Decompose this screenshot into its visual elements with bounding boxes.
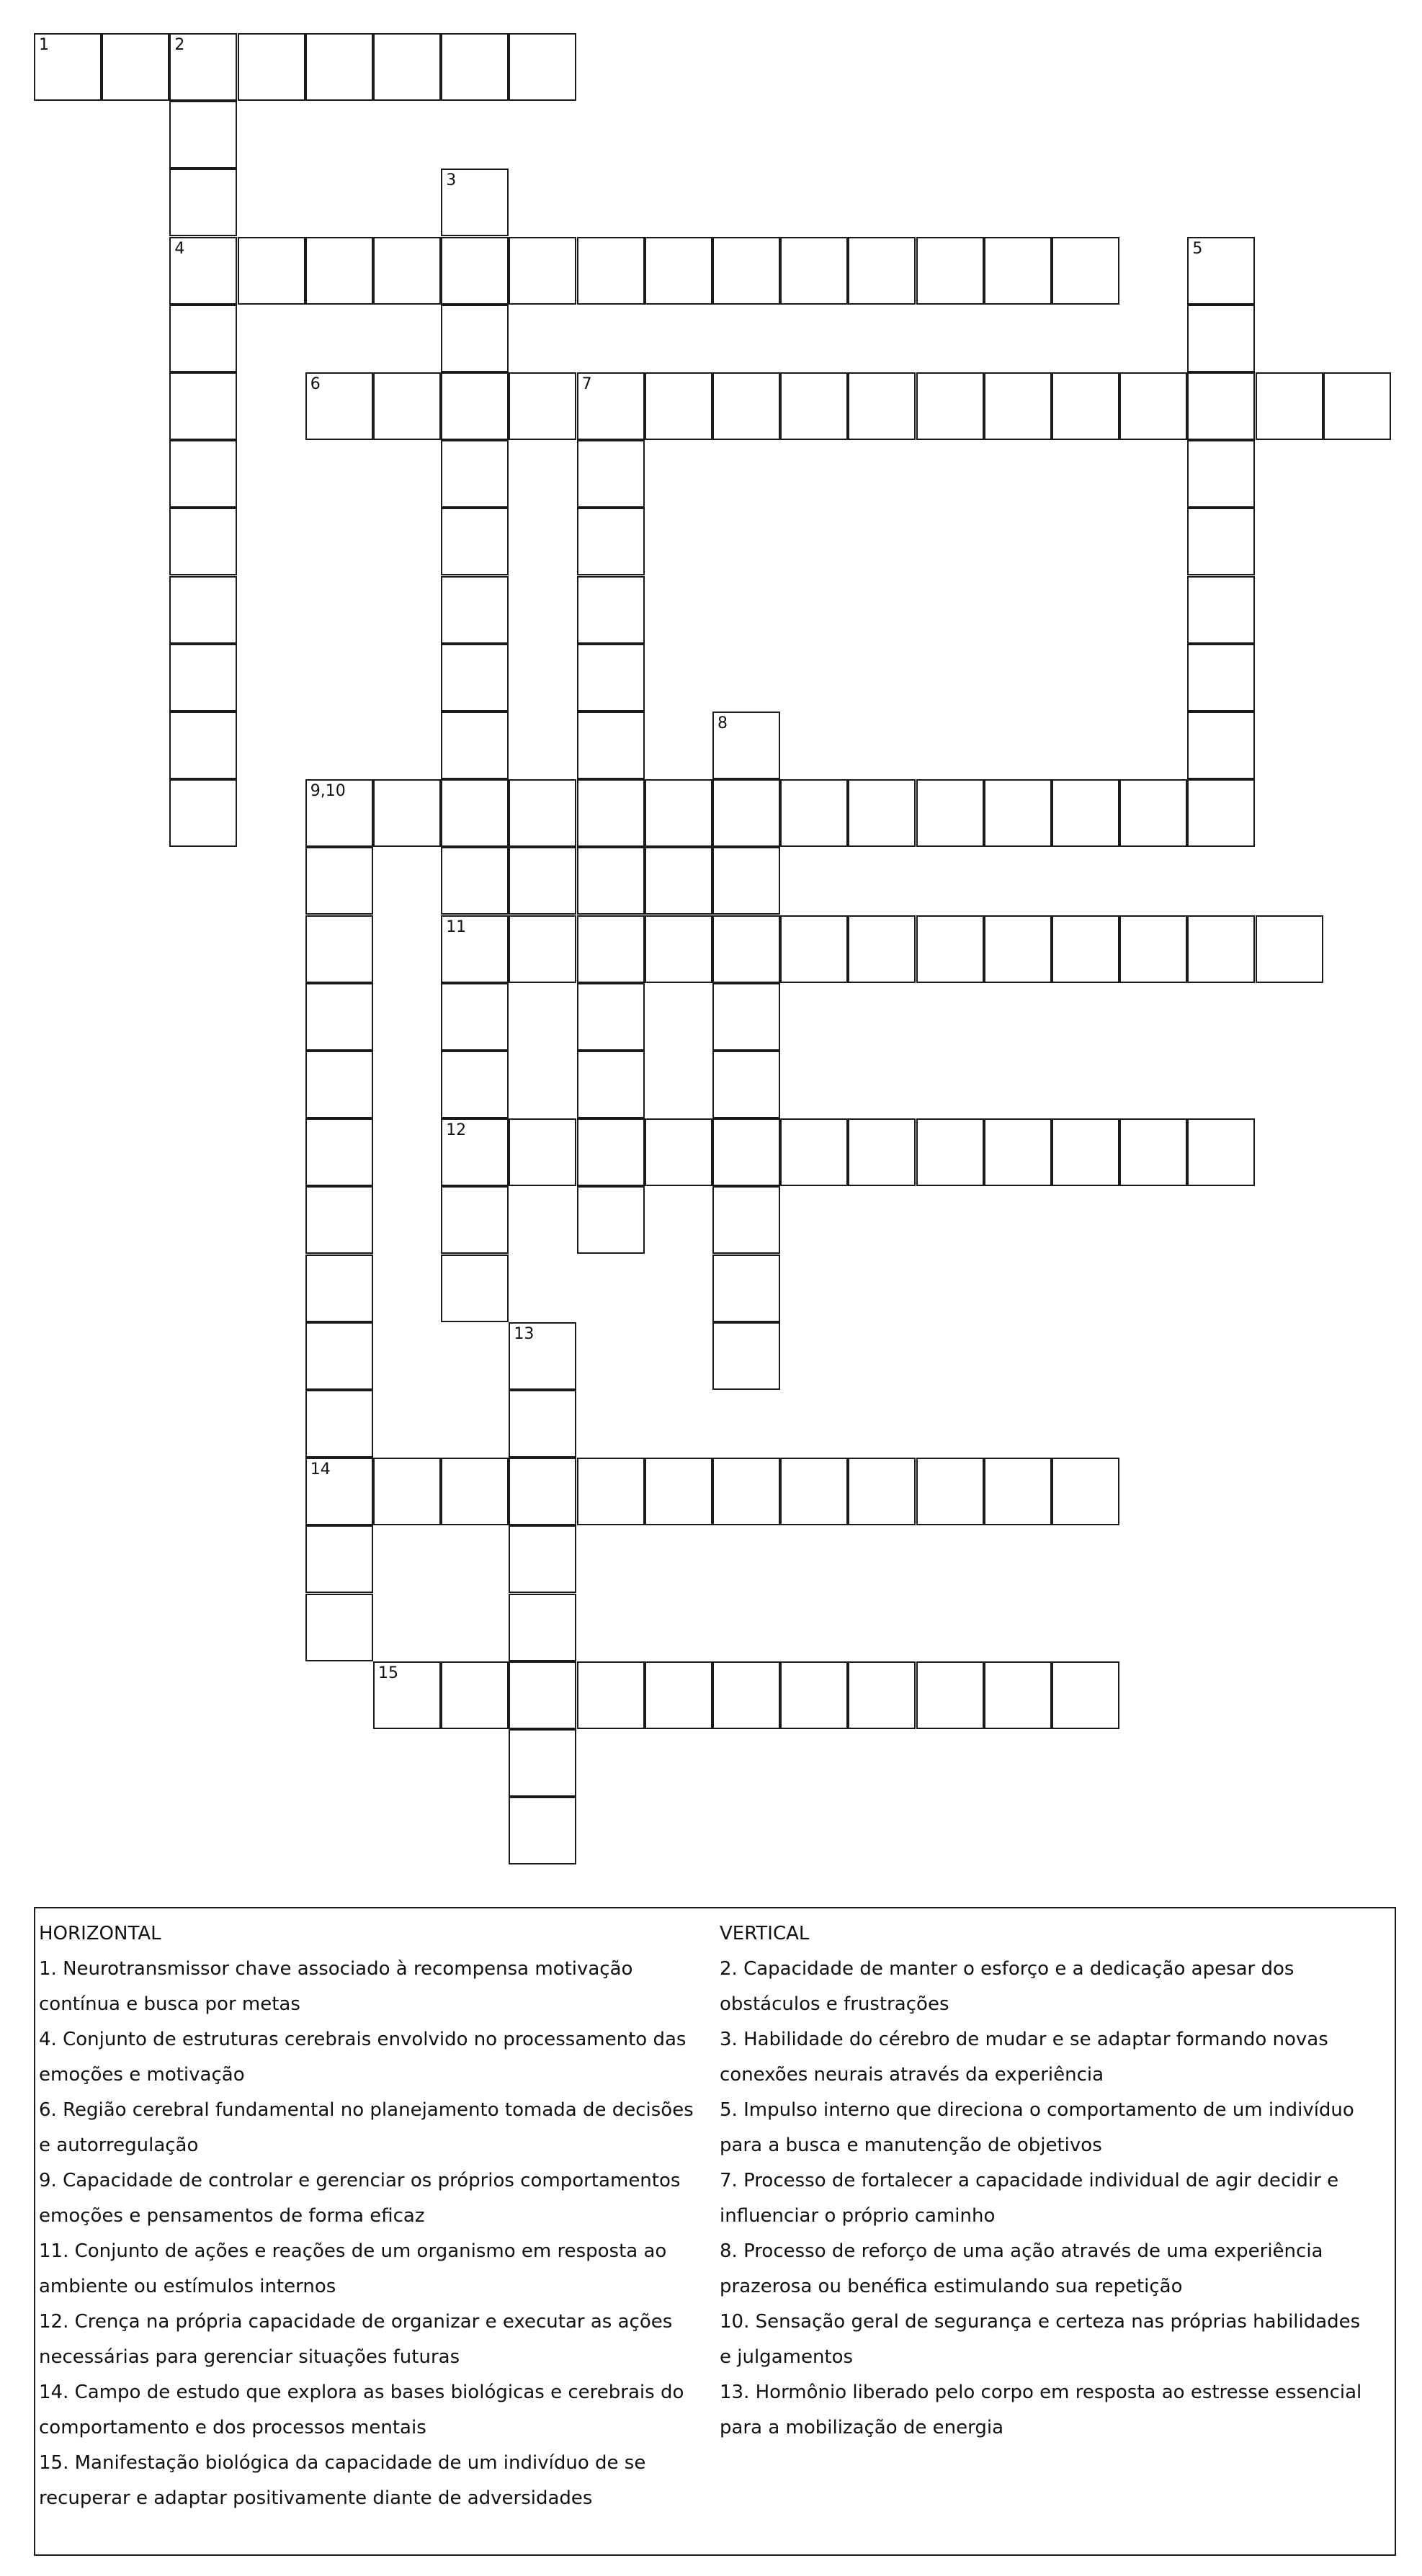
grid-cell[interactable] <box>1187 712 1255 779</box>
clues-panel <box>34 1907 1396 2556</box>
grid-cell[interactable] <box>373 372 441 440</box>
grid-cell[interactable] <box>238 33 305 101</box>
grid-cell[interactable] <box>712 1661 780 1729</box>
grid-cell[interactable] <box>848 779 916 847</box>
grid-cell[interactable] <box>984 1661 1052 1729</box>
horizontal-clue-line: emoções e pensamentos de forma eficaz <box>39 2205 425 2227</box>
clue-number: 3 <box>446 171 457 190</box>
horizontal-clue-line: 14. Campo de estudo que explora as bases biológicas e cerebrais do <box>39 2382 684 2403</box>
grid-cell[interactable] <box>712 237 780 305</box>
grid-cell[interactable] <box>712 712 780 779</box>
grid-cell[interactable] <box>238 237 305 305</box>
grid-cell[interactable] <box>577 644 645 712</box>
vertical-clue-line: para a busca e manutenção de objetivos <box>720 2135 1102 2156</box>
grid-cell[interactable] <box>916 1118 984 1186</box>
vertical-clues-column <box>720 1916 1390 2446</box>
grid-cell[interactable] <box>1119 1118 1187 1186</box>
grid-cell[interactable] <box>1052 1118 1119 1186</box>
grid-cell[interactable] <box>305 237 373 305</box>
grid-cell[interactable] <box>305 1118 373 1186</box>
grid-cell[interactable] <box>169 33 237 101</box>
horizontal-clue-line: 15. Manifestação biológica da capacidade de um indivíduo de se <box>39 2452 646 2474</box>
grid-cell[interactable] <box>373 779 441 847</box>
grid-cell[interactable] <box>645 915 712 983</box>
grid-cell[interactable] <box>645 779 712 847</box>
grid-cell[interactable] <box>441 237 509 305</box>
grid-cell[interactable] <box>1187 372 1255 440</box>
grid-cell[interactable] <box>441 779 509 847</box>
grid-cell[interactable] <box>712 1322 780 1390</box>
grid-cell[interactable] <box>984 1118 1052 1186</box>
grid-cell[interactable] <box>441 847 509 915</box>
grid-cell[interactable] <box>1187 305 1255 372</box>
grid-cell[interactable] <box>712 1458 780 1525</box>
grid-cell[interactable] <box>577 1661 645 1729</box>
grid-cell[interactable] <box>916 779 984 847</box>
clue-number: 7 <box>581 375 592 393</box>
clue-number: 13 <box>514 1324 535 1343</box>
grid-cell[interactable] <box>712 372 780 440</box>
grid-cell[interactable] <box>509 915 576 983</box>
grid-cell[interactable] <box>441 440 509 508</box>
horizontal-clue-line: 12. Crença na própria capacidade de organizar e executar as ações <box>39 2311 673 2333</box>
clue-number: 2 <box>174 36 185 54</box>
grid-cell[interactable] <box>441 712 509 779</box>
grid-cell[interactable] <box>577 712 645 779</box>
horizontal-clues-column <box>39 1916 716 2516</box>
grid-cell[interactable] <box>441 372 509 440</box>
grid-cell[interactable] <box>509 1390 576 1458</box>
vertical-clue-line: 2. Capacidade de manter o esforço e a dedicação apesar dos <box>720 1958 1294 1980</box>
grid-cell[interactable] <box>645 1458 712 1525</box>
vertical-clues-title: VERTICAL <box>720 1923 810 1944</box>
grid-cell[interactable] <box>305 983 373 1051</box>
grid-cell[interactable] <box>577 508 645 575</box>
grid-cell[interactable] <box>1187 440 1255 508</box>
grid-cell[interactable] <box>645 372 712 440</box>
grid-cell[interactable] <box>577 915 645 983</box>
grid-cell[interactable] <box>441 1051 509 1118</box>
vertical-clue-line: influenciar o próprio caminho <box>720 2205 996 2227</box>
grid-cell[interactable] <box>441 1255 509 1322</box>
grid-cell[interactable] <box>577 847 645 915</box>
grid-cell[interactable] <box>305 1525 373 1593</box>
vertical-clue-line: para a mobilização de energia <box>720 2417 1004 2438</box>
horizontal-clues-title: HORIZONTAL <box>39 1923 161 1944</box>
grid-cell[interactable] <box>984 779 1052 847</box>
vertical-clue-line: e julgamentos <box>720 2346 854 2368</box>
grid-cell[interactable] <box>305 33 373 101</box>
grid-cell[interactable] <box>305 372 373 440</box>
clue-number: 6 <box>310 375 321 393</box>
vertical-clue-line: conexões neurais através da experiência <box>720 2064 1104 2086</box>
grid-cell[interactable] <box>441 169 509 236</box>
grid-cell[interactable] <box>645 1118 712 1186</box>
grid-cell[interactable] <box>169 576 237 644</box>
grid-cell[interactable] <box>373 1458 441 1525</box>
grid-cell[interactable] <box>102 33 169 101</box>
grid-cell[interactable] <box>577 576 645 644</box>
grid-cell[interactable] <box>305 1186 373 1254</box>
grid-cell[interactable] <box>780 779 848 847</box>
grid-cell[interactable] <box>509 779 576 847</box>
grid-cell[interactable] <box>373 1661 441 1729</box>
grid-cell[interactable] <box>780 1458 848 1525</box>
grid-cell[interactable] <box>441 33 509 101</box>
grid-cell[interactable] <box>1052 1661 1119 1729</box>
grid-cell[interactable] <box>509 1458 576 1525</box>
grid-cell[interactable] <box>169 440 237 508</box>
horizontal-clue-line: recuperar e adaptar positivamente diante de adversidades <box>39 2487 593 2509</box>
grid-cell[interactable] <box>305 1390 373 1458</box>
grid-cell[interactable] <box>848 1118 916 1186</box>
grid-cell[interactable] <box>1323 372 1391 440</box>
grid-cell[interactable] <box>373 33 441 101</box>
grid-cell[interactable] <box>509 1322 576 1390</box>
grid-cell[interactable] <box>712 915 780 983</box>
grid-cell[interactable] <box>848 372 916 440</box>
grid-cell[interactable] <box>509 1661 576 1729</box>
grid-cell[interactable] <box>645 1661 712 1729</box>
clue-number: 9,10 <box>310 782 346 801</box>
grid-cell[interactable] <box>441 508 509 575</box>
grid-cell[interactable] <box>169 237 237 305</box>
grid-cell[interactable] <box>509 847 576 915</box>
grid-cell[interactable] <box>305 1594 373 1661</box>
grid-cell[interactable] <box>780 372 848 440</box>
grid-cell[interactable] <box>712 983 780 1051</box>
grid-cell[interactable] <box>1052 915 1119 983</box>
grid-cell[interactable] <box>305 1255 373 1322</box>
grid-cell[interactable] <box>441 1186 509 1254</box>
grid-cell[interactable] <box>577 237 645 305</box>
grid-cell[interactable] <box>509 1525 576 1593</box>
grid-cell[interactable] <box>848 237 916 305</box>
grid-cell[interactable] <box>509 1797 576 1864</box>
clue-number: 1 <box>39 36 49 54</box>
grid-cell[interactable] <box>916 237 984 305</box>
vertical-clue-line: 7. Processo de fortalecer a capacidade individual de agir decidir e <box>720 2170 1339 2191</box>
vertical-clue-line: 5. Impulso interno que direciona o comportamento de um indivíduo <box>720 2099 1354 2121</box>
grid-cell[interactable] <box>712 1051 780 1118</box>
grid-cell[interactable] <box>441 644 509 712</box>
horizontal-clue-line: 9. Capacidade de controlar e gerenciar os próprios comportamentos <box>39 2170 681 2191</box>
grid-cell[interactable] <box>984 237 1052 305</box>
vertical-clue-line: 8. Processo de reforço de uma ação através de uma experiência <box>720 2240 1323 2262</box>
horizontal-clue-line: emoções e motivação <box>39 2064 245 2086</box>
grid-cell[interactable] <box>848 915 916 983</box>
vertical-clue-line: 3. Habilidade do cérebro de mudar e se adaptar formando novas <box>720 2029 1328 2050</box>
grid-cell[interactable] <box>169 101 237 169</box>
grid-cell[interactable] <box>305 1458 373 1525</box>
clue-number: 5 <box>1192 239 1203 258</box>
grid-cell[interactable] <box>645 237 712 305</box>
horizontal-clue-line: 1. Neurotransmissor chave associado à recompensa motivação <box>39 1958 633 1980</box>
horizontal-clue-line: contínua e busca por metas <box>39 1993 300 2015</box>
grid-cell[interactable] <box>645 847 712 915</box>
grid-cell[interactable] <box>1052 1458 1119 1525</box>
clue-number: 12 <box>446 1121 467 1140</box>
grid-cell[interactable] <box>712 1186 780 1254</box>
grid-cell[interactable] <box>441 1661 509 1729</box>
clue-number: 15 <box>378 1664 398 1682</box>
grid-cell[interactable] <box>1256 372 1323 440</box>
grid-cell[interactable] <box>1187 1118 1255 1186</box>
grid-cell[interactable] <box>1256 915 1323 983</box>
vertical-clue-line: prazerosa ou benéfica estimulando sua repetição <box>720 2276 1183 2297</box>
grid-cell[interactable] <box>577 1458 645 1525</box>
grid-cell[interactable] <box>1052 237 1119 305</box>
grid-cell[interactable] <box>509 237 576 305</box>
grid-cell[interactable] <box>984 1458 1052 1525</box>
grid-cell[interactable] <box>780 237 848 305</box>
horizontal-clue-line: 4. Conjunto de estruturas cerebrais envolvido no processamento das <box>39 2029 687 2050</box>
clue-number: 4 <box>174 239 185 258</box>
grid-cell[interactable] <box>305 915 373 983</box>
grid-cell[interactable] <box>169 305 237 372</box>
grid-cell[interactable] <box>1187 644 1255 712</box>
clue-number: 8 <box>717 714 728 732</box>
grid-cell[interactable] <box>712 1118 780 1186</box>
grid-cell[interactable] <box>169 779 237 847</box>
grid-cell[interactable] <box>305 1322 373 1390</box>
grid-cell[interactable] <box>509 1594 576 1661</box>
grid-cell[interactable] <box>441 1458 509 1525</box>
grid-cell[interactable] <box>577 1118 645 1186</box>
grid-cell[interactable] <box>441 915 509 983</box>
grid-cell[interactable] <box>169 712 237 779</box>
vertical-clue-line: 10. Sensação geral de segurança e certeza nas próprias habilidades <box>720 2311 1361 2333</box>
grid-cell[interactable] <box>780 1118 848 1186</box>
grid-cell[interactable] <box>1187 576 1255 644</box>
grid-cell[interactable] <box>169 372 237 440</box>
grid-cell[interactable] <box>577 779 645 847</box>
grid-cell[interactable] <box>984 372 1052 440</box>
grid-cell[interactable] <box>1187 237 1255 305</box>
grid-cell[interactable] <box>34 33 102 101</box>
grid-cell[interactable] <box>305 779 373 847</box>
grid-cell[interactable] <box>577 372 645 440</box>
grid-cell[interactable] <box>441 1118 509 1186</box>
grid-cell[interactable] <box>373 237 441 305</box>
grid-cell[interactable] <box>916 1661 984 1729</box>
horizontal-clue-line: e autorregulação <box>39 2135 199 2156</box>
grid-cell[interactable] <box>441 305 509 372</box>
horizontal-clue-line: 11. Conjunto de ações e reações de um organismo em resposta ao <box>39 2240 667 2262</box>
grid-cell[interactable] <box>577 440 645 508</box>
grid-cell[interactable] <box>577 1186 645 1254</box>
grid-cell[interactable] <box>916 1458 984 1525</box>
grid-cell[interactable] <box>712 779 780 847</box>
grid-cell[interactable] <box>1052 372 1119 440</box>
grid-cell[interactable] <box>1052 779 1119 847</box>
grid-cell[interactable] <box>712 1255 780 1322</box>
horizontal-clue-line: ambiente ou estímulos internos <box>39 2276 336 2297</box>
horizontal-clue-line: 6. Região cerebral fundamental no planejamento tomada de decisões <box>39 2099 694 2121</box>
grid-cell[interactable] <box>780 1661 848 1729</box>
grid-cell[interactable] <box>509 33 576 101</box>
grid-cell[interactable] <box>984 915 1052 983</box>
horizontal-clue-line: necessárias para gerenciar situações futuras <box>39 2346 460 2368</box>
grid-cell[interactable] <box>509 1729 576 1797</box>
grid-cell[interactable] <box>169 169 237 236</box>
vertical-clue-line: 13. Hormônio liberado pelo corpo em resposta ao estresse essencial <box>720 2382 1362 2403</box>
grid-cell[interactable] <box>305 1051 373 1118</box>
grid-cell[interactable] <box>848 1661 916 1729</box>
clue-number: 14 <box>310 1460 331 1479</box>
grid-cell[interactable] <box>509 1118 576 1186</box>
grid-cell[interactable] <box>441 576 509 644</box>
grid-cell[interactable] <box>916 372 984 440</box>
grid-cell[interactable] <box>1187 508 1255 575</box>
grid-cell[interactable] <box>441 983 509 1051</box>
grid-cell[interactable] <box>1119 779 1187 847</box>
clue-number: 11 <box>446 917 467 936</box>
grid-cell[interactable] <box>712 847 780 915</box>
grid-cell[interactable] <box>509 372 576 440</box>
grid-cell[interactable] <box>169 508 237 575</box>
grid-cell[interactable] <box>169 644 237 712</box>
grid-cell[interactable] <box>780 915 848 983</box>
grid-cell[interactable] <box>1187 915 1255 983</box>
grid-cell[interactable] <box>916 915 984 983</box>
horizontal-clue-line: comportamento e dos processos mentais <box>39 2417 426 2438</box>
grid-cell[interactable] <box>848 1458 916 1525</box>
grid-cell[interactable] <box>305 847 373 915</box>
grid-cell[interactable] <box>1187 779 1255 847</box>
vertical-clue-line: obstáculos e frustrações <box>720 1993 949 2015</box>
grid-cell[interactable] <box>1119 915 1187 983</box>
grid-cell[interactable] <box>577 983 645 1051</box>
grid-cell[interactable] <box>1119 372 1187 440</box>
grid-cell[interactable] <box>577 1051 645 1118</box>
